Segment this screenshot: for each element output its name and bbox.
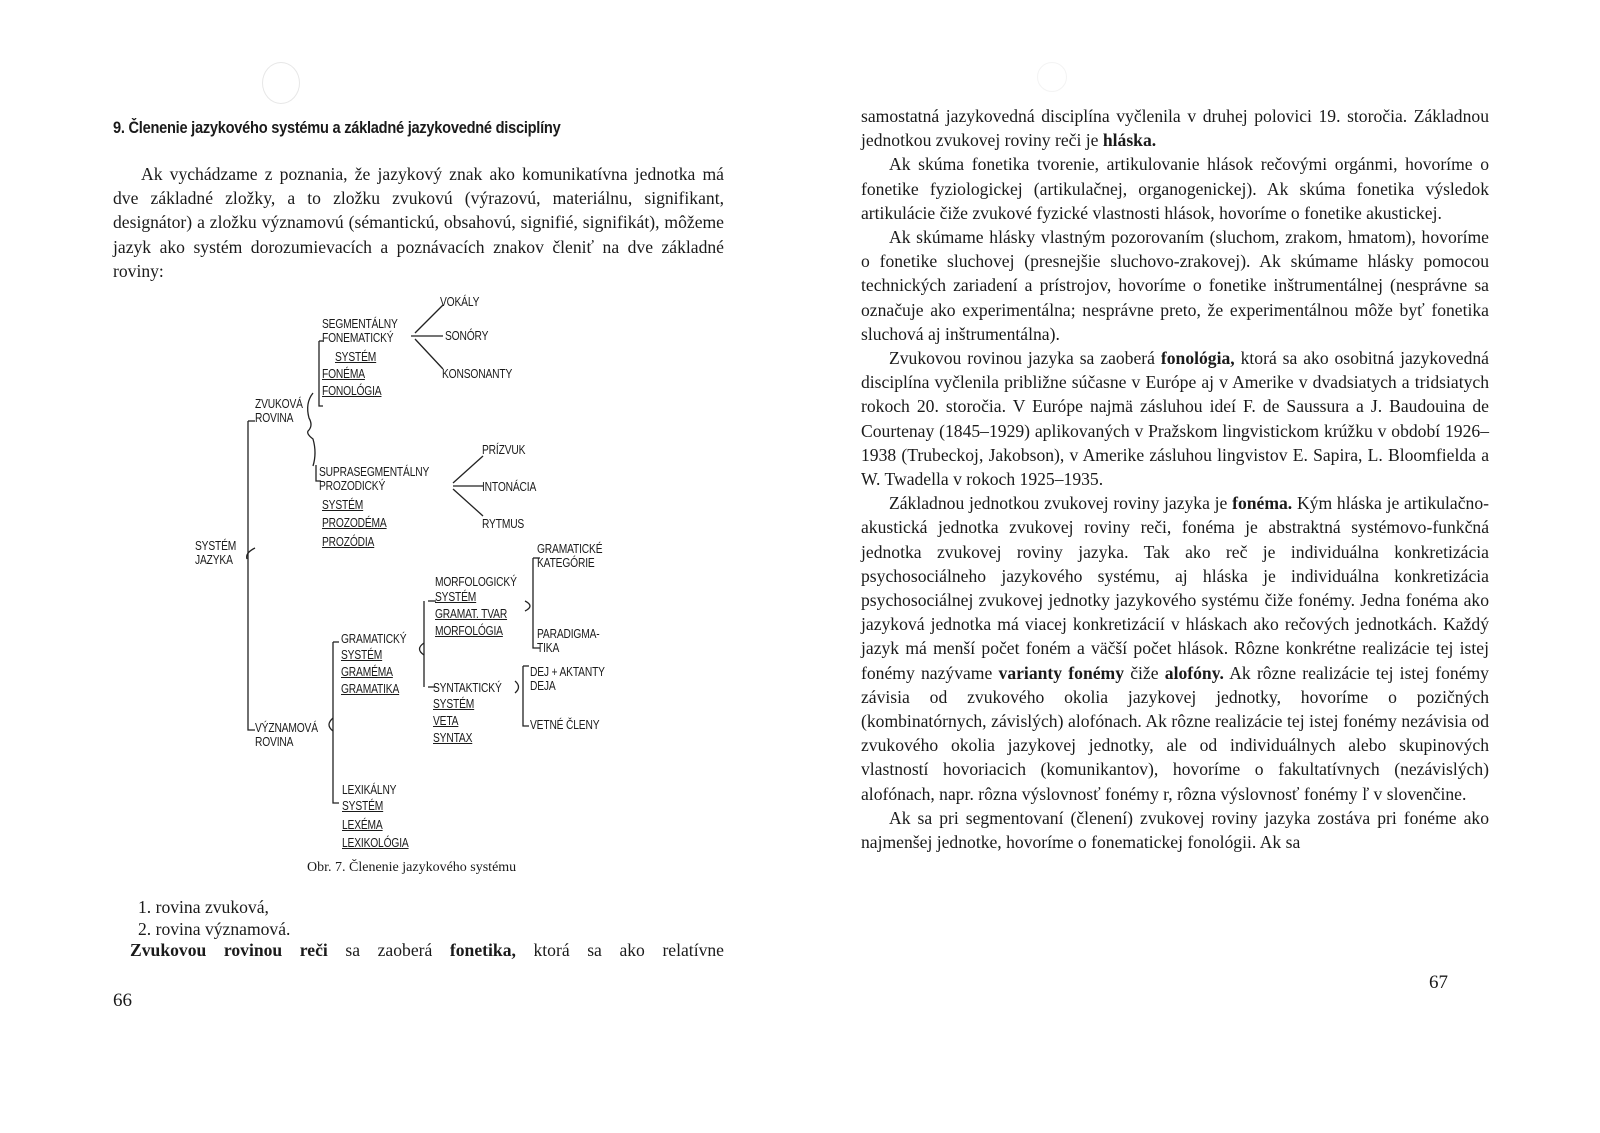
diagram-node-lexema: LEXÉMA: [342, 818, 383, 832]
diagram-node-gramat-tvar: GRAMAT. TVAR: [435, 607, 508, 621]
language-system-diagram: [185, 293, 645, 821]
stain-mark: [262, 62, 300, 104]
diagram-node-segmentalny: SEGMENTÁLNY: [322, 317, 398, 331]
diagram-node-prozodia: PROZÓDIA: [322, 535, 375, 549]
text-span: sa zaoberá: [327, 940, 450, 960]
diagram-node-suprasegmentalny: SUPRASEGMENTÁLNY: [319, 465, 430, 479]
diagram-node-proz-system: SYSTÉM: [322, 498, 364, 512]
paragraph: Ak sa pri segmentovaní (členení) zvukovej roviny jazyka zostáva pri fonéme ako najmenšej jednotke, hovoríme o fonematickej fonológii. Ak sa: [861, 807, 1489, 853]
paragraph: Ak skúma fonetika tvorenie, artikulovanie hlások rečovými orgánmi, hovoríme o fonetike fyziologickej (artikulačnej, organogenickej). Ak skúma fonetika výsledok artikulácie čiže zvukové fyzické vlastnosti hlások, hovoríme o fonetike akustickej.: [861, 154, 1489, 223]
diagram-node-fonematicky: FONEMATICKÝ: [322, 331, 394, 345]
diagram-node-prozodicky: PROZODICKÝ: [319, 479, 386, 493]
diagram-node-prizvuk: PRÍZVUK: [482, 443, 526, 457]
bold-term: fonológia,: [1160, 348, 1235, 369]
intro-text: Ak vychádzame z poznania, že jazykový znak ako komunikatívna jednotka má dve základné zložky, a to zložku zvukovú (výrazovú, materiálnu, signifikant, designátor) a zložku významovú (sémantickú, obsahovú, signifié, signifikát), môžeme jazyk ako systém dorozumievacích a poznávacích znakov členiť na dve základné roviny:: [113, 164, 724, 281]
diagram-node-gramema: GRAMÉMA: [341, 665, 393, 679]
text-span: ktorá sa ako osobitná jazykovedná disciplína vyčlenila približne súčasne v Európe aj v Amerike v dvadsiatych a tridsiatych rokoch 20. storočia. V Európe najmä zásluhou ideí F. de Saussura a J. Baudouina de Courtenay (1845–1929) aplikovaných v Pražskom lingvistickom krúžku v období 1926–1938 (Trubeckoj, Jakobson), v Amerike zásluhou lingvistov E. Sapira, L. Bloomfielda a W. Twadella v rokoch 1925–1935.: [861, 348, 1489, 490]
diagram-node-dej-aktanty: DEJ + AKTANTY: [530, 665, 605, 679]
diagram-node-prozodema: PROZODÉMA: [322, 516, 387, 530]
diagram-node-lexikalny: LEXIKÁLNY: [342, 783, 397, 797]
page-number: 66: [113, 990, 132, 1011]
diagram-node-konsonanty: KONSONANTY: [442, 367, 513, 381]
text-span: Základnou jednotkou zvukovej roviny jazyka je: [889, 493, 1233, 514]
text-span: Zvukovou rovinou jazyka sa zaoberá: [889, 348, 1161, 369]
diagram-node-synt-system: SYSTÉM: [433, 697, 475, 711]
diagram-node-gram-kategorie: [537, 542, 602, 570]
diagram-node-morf-system: SYSTÉM: [435, 590, 477, 604]
list-item: 1. rovina zvuková,: [138, 897, 269, 917]
paragraph: [861, 104, 1489, 152]
paragraph: [861, 346, 1489, 491]
text-span: čiže: [1124, 662, 1165, 683]
bold-term: alofóny.: [1164, 662, 1224, 683]
paragraph: Ak skúmame hlásky vlastným pozorovaním (sluchom, zrakom, hmatom), hovoríme o fonetike sluchovej (presnejšie sluchovo-zrakovej). Ak skúmame hlásky pomocou technických zariadení a prístrojov, hovoríme o fonetike inštrumentálnej (nesprávne sa označuje ako experimentálna; nesprávne preto, že experimentálnou môže byť fonetika sluchová aj inštrumentálna).: [861, 227, 1489, 344]
diagram-node-syntax: SYNTAX: [433, 731, 473, 745]
figure-caption: Obr. 7. Členenie jazykového systému: [307, 860, 517, 875]
diagram-node-vokaly: VOKÁLY: [440, 295, 480, 309]
bold-term: fonetika,: [449, 940, 516, 960]
diagram-node-morfologia: MORFOLÓGIA: [435, 624, 503, 638]
diagram-node-lexikologia: LEXIKOLÓGIA: [342, 836, 409, 850]
diagram-node-paradigmatika: [537, 627, 600, 655]
stain-mark: [1037, 62, 1067, 92]
last-line: [130, 940, 724, 961]
bold-term: hláska.: [1102, 130, 1157, 151]
bold-term: varianty fonémy: [998, 662, 1124, 683]
diagram-node-zvukova: [255, 397, 303, 425]
diagram-node-sonory: SONÓRY: [445, 329, 489, 343]
text-span: ktorá sa ako relatívne: [515, 940, 724, 960]
diagram-node-vetne-cleny: VETNÉ ČLENY: [530, 718, 600, 732]
bold-phrase: Zvukovou rovinou reči: [130, 940, 328, 960]
diagram-node-fonologia: FONOLÓGIA: [322, 384, 382, 398]
list-item: 2. rovina významová.: [138, 919, 291, 939]
chapter-title: 9. Členenie jazykového systému a základné jazykovedné disciplíny: [113, 118, 561, 137]
text-span: Ak rôzne realizácie tej istej fonémy závisia od zvukového okolia jazykovej jednotky, hovoríme o pozičných (kombinatórnych, závislých) alofónach. Ak rôzne realizácie tej istej fonémy nezávisia od zvukového okolia jazykovej jednotky, ale od individuálnych alebo skupinových vlastností hovoriacich (komunikantov), hovoríme o fakultatívnych (nezávislých) alofónach, napr. rôzna výslovnosť fonémy r, rôzna výslovnosť fonémy ľ v slovenčine.: [861, 662, 1489, 804]
page-number: 67: [1429, 972, 1448, 993]
diagram-node-fonema: FONÉMA: [322, 367, 365, 381]
diagram-node-syntakticky: SYNTAKTICKÝ: [433, 681, 502, 695]
diagram-node-morfologicky: MORFOLOGICKÝ: [435, 575, 517, 589]
gram-kategorie-label: GRAMATICKÉ KATEGÓRIE: [537, 542, 603, 570]
root-label: SYSTÉM JAZYKA: [195, 539, 237, 567]
diagram-node-rytmus: RYTMUS: [482, 517, 525, 531]
bold-term: fonéma.: [1232, 493, 1293, 514]
intro-paragraph: [113, 162, 724, 283]
diagram-node-fon-system: SYSTÉM: [335, 350, 377, 364]
text-span: Kým hláska je artikulačno-akustická jednotka zvukovej roviny reči, fonéma je abstraktná systémovo-funkčná jednotka zvukovej roviny jazyka. Tak ako reč je individuálna konkretizácia psychosociálneho jazykového systému, aj hláska je individuálna konkretizácia psychosociálnej zvukovej jednotky jazykového systému čiže fonémy. Jedna fonéma ako jazyková jednotka má viacej konkretizácií v hláskach ako rečových jednotkách. Každý jazyk má menší počet foném a väčší počet hlások. Rôzne konkrétne realizácie tej istej fonémy nazývame: [861, 493, 1489, 683]
diagram-node-gramaticky: GRAMATICKÝ: [341, 632, 407, 646]
diagram-node-gramatika: GRAMATIKA: [341, 682, 400, 696]
paragraph: [861, 491, 1489, 806]
diagram-node-deja: DEJA: [530, 679, 556, 693]
diagram-node-vyznamova: [255, 721, 318, 749]
text-span: samostatná jazykovedná disciplína vyčlenila v druhej polovici 19. storočia. Základnou jednotkou zvukovej roviny reči je: [861, 106, 1489, 151]
diagram-node-root: [195, 539, 236, 567]
vyznamova-label: VÝZNAMOVÁ ROVINA: [255, 721, 318, 749]
diagram-node-lex-system: SYSTÉM: [342, 799, 384, 813]
diagram-node-veta: VETA: [433, 714, 459, 728]
diagram-node-intonacia: INTONÁCIA: [482, 480, 537, 494]
body-text: [861, 104, 1489, 854]
paradigmatika-label: PARADIGMA- TIKA: [537, 627, 600, 655]
zvukova-label: ZVUKOVÁ ROVINA: [255, 397, 303, 425]
right-page: [800, 0, 1600, 1133]
diagram-node-gram-system: SYSTÉM: [341, 648, 383, 662]
